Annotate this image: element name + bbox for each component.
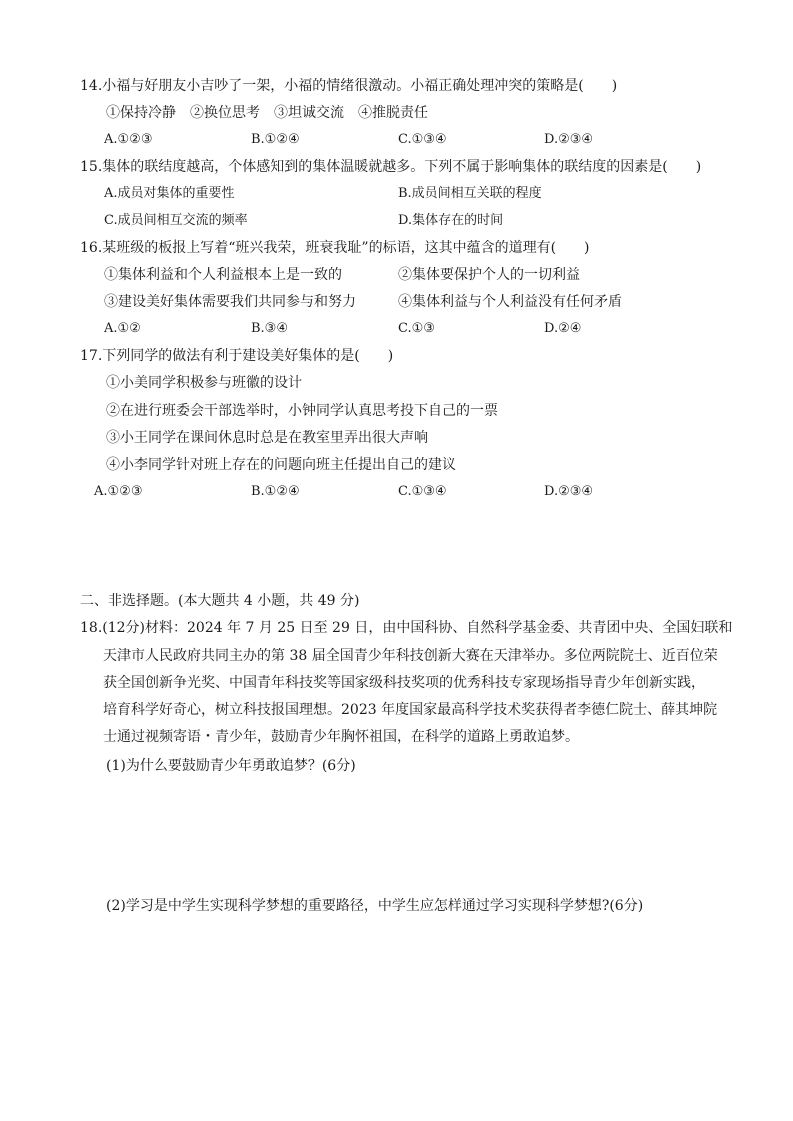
q17-item-1: ①小美同学积极参与班徽的设计 bbox=[106, 375, 302, 391]
q18-material-line-5: 士通过视频寄语・青少年，鼓励青少年胸怀祖国，在科学的道路上勇敢追梦。 bbox=[103, 729, 579, 745]
q15-option-d: D.集体存在的时间 bbox=[398, 213, 504, 228]
q18-material-line-4: 培育科学好奇心，树立科技报国理想。2023 年度国家最高科学技术奖获得者李德仁院士、薛其坤院 bbox=[103, 702, 718, 718]
q16-option-d: D.②④ bbox=[544, 321, 582, 336]
q17-option-b: B.①②④ bbox=[251, 484, 300, 499]
q17-option-a: A.①②③ bbox=[94, 484, 143, 499]
q18-sub-question-1: (1)为什么要鼓励青少年勇敢追梦？(6分) bbox=[106, 758, 356, 774]
q18-material-line-3: 获全国创新争光奖、中国青年科技奖等国家级科技奖项的优秀科技专家现场指导青少年创新实践， bbox=[103, 675, 705, 691]
q14-option-b: B.①②④ bbox=[251, 132, 300, 147]
q14-items: ①保持冷静 ②换位思考 ③坦诚交流 ④推脱责任 bbox=[106, 105, 428, 121]
q17-item-2: ②在进行班委会干部选举时，小钟同学认真思考投下自己的一票 bbox=[106, 403, 498, 419]
q18-material-line-2: 天津市人民政府共同主办的第 38 届全国青少年科技创新大赛在天津举办。多位两院院士、近百位荣 bbox=[103, 648, 718, 664]
q16-option-c: C.①③ bbox=[398, 321, 435, 336]
q16-item-4: ④集体利益与个人利益没有任何矛盾 bbox=[398, 294, 622, 310]
q16-item-3: ③建设美好集体需要我们共同参与和努力 bbox=[104, 294, 356, 310]
q16-option-b: B.③④ bbox=[251, 321, 288, 336]
q16-option-a: A.①② bbox=[104, 321, 141, 336]
q17-stem: 17.下列同学的做法有利于建设美好集体的是( ) bbox=[80, 348, 394, 364]
q16-item-1: ①集体利益和个人利益根本上是一致的 bbox=[104, 267, 342, 283]
q18-sub-question-2: (2)学习是中学生实现科学梦想的重要路径，中学生应怎样通过学习实现科学梦想?(6分) bbox=[106, 898, 644, 914]
q17-option-d: D.②③④ bbox=[544, 484, 594, 499]
q15-option-c: C.成员间相互交流的频率 bbox=[104, 213, 248, 228]
q15-stem: 15.集体的联结度越高，个体感知到的集体温暖就越多。下列不属于影响集体的联结度的因素是( ) bbox=[80, 159, 702, 175]
q17-item-4: ④小李同学针对班上存在的问题向班主任提出自己的建议 bbox=[106, 457, 456, 473]
q16-stem: 16.某班级的板报上写着“班兴我荣，班衰我耻”的标语，这其中蕴含的道理有( ) bbox=[80, 240, 590, 256]
q15-option-b: B.成员间相互关联的程度 bbox=[398, 186, 542, 201]
q14-option-d: D.②③④ bbox=[544, 132, 594, 147]
q17-option-c: C.①③④ bbox=[398, 484, 447, 499]
q14-stem: 14.小福与好朋友小吉吵了一架，小福的情绪很激动。小福正确处理冲突的策略是( ) bbox=[80, 78, 618, 94]
q16-item-2: ②集体要保护个人的一切利益 bbox=[398, 267, 580, 283]
q17-item-3: ③小王同学在课间休息时总是在教室里弄出很大声响 bbox=[106, 430, 428, 446]
q18-material-line-1: 18.(12分)材料：2024 年 7 月 25 日至 29 日，由中国科协、自然科学基金委、共青团中央、全国妇联和 bbox=[80, 620, 733, 636]
q14-option-c: C.①③④ bbox=[398, 132, 447, 147]
q14-option-a: A.①②③ bbox=[104, 132, 153, 147]
q15-option-a: A.成员对集体的重要性 bbox=[104, 186, 235, 201]
section-heading: 二、非选择题。(本大题共 4 小题，共 49 分) bbox=[80, 593, 360, 609]
